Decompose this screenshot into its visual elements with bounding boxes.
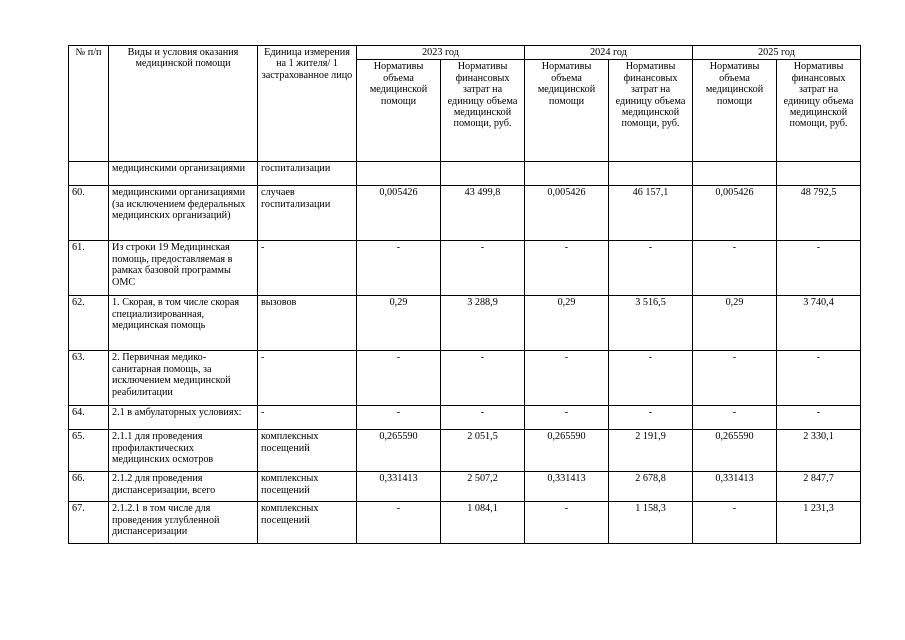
row-care-type: 2.1.2.1 в том числе для проведения углубленной диспансеризации: [109, 502, 258, 544]
row-volume-2025: -: [693, 351, 777, 406]
table-row: [69, 351, 861, 406]
header-year-2024: 2024 год: [525, 46, 693, 60]
header-norm-cost: Нормативы финансовых затрат на единицу объема медицинской помощи, руб.: [777, 60, 861, 162]
row-volume-2023: 0,005426: [357, 186, 441, 241]
table-row: [69, 186, 861, 241]
row-number: 64.: [69, 406, 109, 430]
header-year-2025: 2025 год: [693, 46, 861, 60]
row-cost-2023: 1 084,1: [441, 502, 525, 544]
row-unit: случаев госпитализации: [258, 186, 357, 241]
row-care-type: 1. Скорая, в том числе скорая специализированная, медицинская помощь: [109, 296, 258, 351]
row-cost-2023: -: [441, 406, 525, 430]
row-volume-2025: [693, 162, 777, 186]
row-volume-2024: 0,005426: [525, 186, 609, 241]
row-volume-2023: -: [357, 502, 441, 544]
row-unit: комплексных посещений: [258, 430, 357, 472]
table-row: [69, 430, 861, 472]
row-care-type: Из строки 19 Медицинская помощь, предоставляемая в рамках базовой программы ОМС: [109, 241, 258, 296]
row-cost-2024: -: [609, 351, 693, 406]
row-unit: вызовов: [258, 296, 357, 351]
table-row: [69, 502, 861, 544]
row-cost-2024: 1 158,3: [609, 502, 693, 544]
row-cost-2025: [777, 162, 861, 186]
row-volume-2025: 0,265590: [693, 430, 777, 472]
row-unit: госпитализации: [258, 162, 357, 186]
row-care-type: медицинскими организациями (за исключением федеральных медицинских организаций): [109, 186, 258, 241]
header-norm-cost: Нормативы финансовых затрат на единицу объема медицинской помощи, руб.: [609, 60, 693, 162]
row-cost-2023: -: [441, 351, 525, 406]
row-number: 66.: [69, 472, 109, 502]
header-unit: Единица измерения на 1 жителя/ 1 застрахованное лицо: [258, 46, 357, 162]
row-unit: -: [258, 351, 357, 406]
row-number: 63.: [69, 351, 109, 406]
row-cost-2023: 2 051,5: [441, 430, 525, 472]
row-cost-2023: 3 288,9: [441, 296, 525, 351]
medical-care-norms-table: [68, 45, 861, 544]
row-cost-2024: -: [609, 241, 693, 296]
row-care-type: 2.1 в амбулаторных условиях:: [109, 406, 258, 430]
row-cost-2023: -: [441, 241, 525, 296]
header-care-type: Виды и условия оказания медицинской помощи: [109, 46, 258, 162]
row-volume-2025: 0,005426: [693, 186, 777, 241]
row-volume-2023: [357, 162, 441, 186]
row-cost-2025: 48 792,5: [777, 186, 861, 241]
row-cost-2025: -: [777, 241, 861, 296]
row-cost-2023: [441, 162, 525, 186]
row-cost-2024: 46 157,1: [609, 186, 693, 241]
row-volume-2024: -: [525, 502, 609, 544]
row-cost-2023: 43 499,8: [441, 186, 525, 241]
row-number: 67.: [69, 502, 109, 544]
row-unit: -: [258, 241, 357, 296]
header-norm-volume: Нормативы объема медицинской помощи: [693, 60, 777, 162]
header-norm-cost: Нормативы финансовых затрат на единицу объема медицинской помощи, руб.: [441, 60, 525, 162]
row-volume-2023: -: [357, 241, 441, 296]
row-cost-2025: -: [777, 406, 861, 430]
row-volume-2024: 0,331413: [525, 472, 609, 502]
row-volume-2023: -: [357, 406, 441, 430]
row-volume-2025: 0,29: [693, 296, 777, 351]
table-row: [69, 406, 861, 430]
row-volume-2023: -: [357, 351, 441, 406]
row-cost-2025: -: [777, 351, 861, 406]
row-cost-2025: 3 740,4: [777, 296, 861, 351]
row-volume-2025: -: [693, 241, 777, 296]
row-number: 62.: [69, 296, 109, 351]
header-num: № п/п: [69, 46, 109, 162]
row-volume-2025: 0,331413: [693, 472, 777, 502]
row-cost-2025: 2 847,7: [777, 472, 861, 502]
header-year-2023: 2023 год: [357, 46, 525, 60]
row-volume-2024: 0,265590: [525, 430, 609, 472]
row-volume-2025: -: [693, 502, 777, 544]
row-cost-2024: 2 678,8: [609, 472, 693, 502]
row-cost-2025: 2 330,1: [777, 430, 861, 472]
row-volume-2024: -: [525, 406, 609, 430]
table-row: [69, 162, 861, 186]
table-row: [69, 241, 861, 296]
header-norm-volume: Нормативы объема медицинской помощи: [357, 60, 441, 162]
table-row: [69, 296, 861, 351]
table-row: [69, 472, 861, 502]
row-cost-2025: 1 231,3: [777, 502, 861, 544]
row-cost-2024: -: [609, 406, 693, 430]
row-number: 61.: [69, 241, 109, 296]
row-volume-2024: [525, 162, 609, 186]
row-cost-2024: 3 516,5: [609, 296, 693, 351]
row-number: [69, 162, 109, 186]
row-number: 65.: [69, 430, 109, 472]
row-volume-2023: 0,331413: [357, 472, 441, 502]
table-body: [69, 162, 861, 544]
row-volume-2024: -: [525, 241, 609, 296]
row-volume-2024: 0,29: [525, 296, 609, 351]
row-cost-2024: 2 191,9: [609, 430, 693, 472]
row-cost-2023: 2 507,2: [441, 472, 525, 502]
header-norm-volume: Нормативы объема медицинской помощи: [525, 60, 609, 162]
row-care-type: 2. Первичная медико-санитарная помощь, за исключением медицинской реабилитации: [109, 351, 258, 406]
row-care-type: 2.1.1 для проведения профилактических медицинских осмотров: [109, 430, 258, 472]
row-unit: комплексных посещений: [258, 472, 357, 502]
row-volume-2024: -: [525, 351, 609, 406]
row-unit: -: [258, 406, 357, 430]
row-number: 60.: [69, 186, 109, 241]
row-care-type: 2.1.2 для проведения диспансеризации, всего: [109, 472, 258, 502]
row-cost-2024: [609, 162, 693, 186]
row-volume-2023: 0,29: [357, 296, 441, 351]
row-volume-2023: 0,265590: [357, 430, 441, 472]
row-volume-2025: -: [693, 406, 777, 430]
row-care-type: медицинскими организациями: [109, 162, 258, 186]
row-unit: комплексных посещений: [258, 502, 357, 544]
